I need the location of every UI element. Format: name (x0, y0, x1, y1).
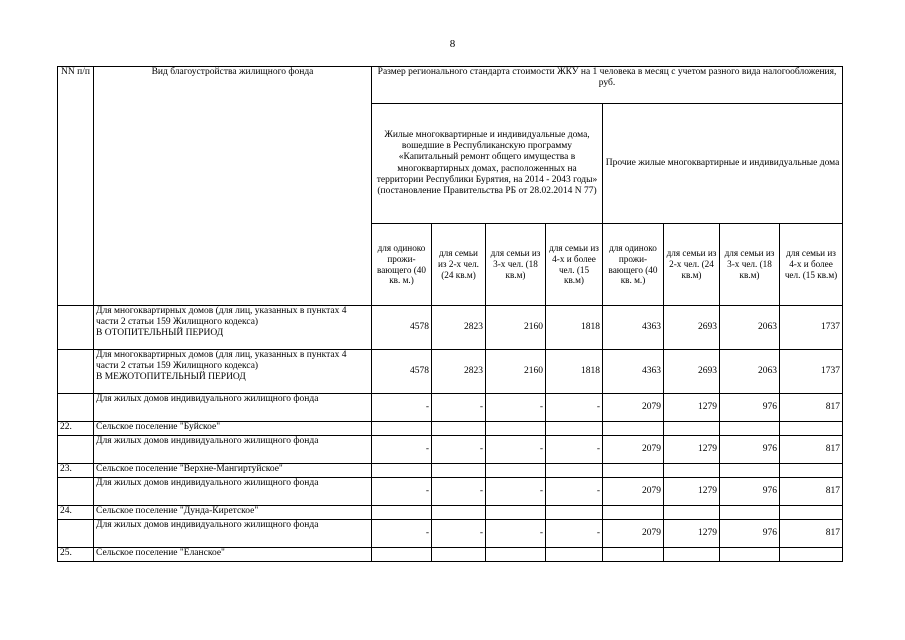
row-value: - (372, 520, 432, 548)
row-description (94, 548, 372, 562)
row-value: 2693 (664, 306, 720, 350)
row-value: 976 (720, 394, 780, 422)
row-value (720, 464, 780, 478)
row-value: 976 (720, 436, 780, 464)
row-value: - (432, 436, 486, 464)
row-description-line: Для жилых домов индивидуального жилищного фонда (96, 436, 319, 446)
row-value: 976 (720, 478, 780, 506)
row-value (780, 506, 843, 520)
row-value (664, 506, 720, 520)
table-row (58, 478, 843, 506)
row-value: 4578 (372, 306, 432, 350)
row-value: - (372, 436, 432, 464)
subheader-b-3: для семьи из 3-х чел. (18 кв.м) (720, 224, 780, 306)
row-value: 2079 (603, 520, 664, 548)
row-value (432, 422, 486, 436)
row-value: 2079 (603, 394, 664, 422)
row-description (94, 306, 372, 350)
table-row (58, 436, 843, 464)
row-description-line: Сельское поселение "Дунда-Киретское" (96, 506, 259, 516)
row-value: - (546, 394, 603, 422)
row-value: 1279 (664, 436, 720, 464)
row-value (603, 422, 664, 436)
row-number (58, 478, 94, 506)
row-value: 2079 (603, 436, 664, 464)
row-value (486, 464, 546, 478)
row-value (720, 422, 780, 436)
row-description (94, 506, 372, 520)
row-description (94, 394, 372, 422)
row-value (664, 422, 720, 436)
row-value (603, 506, 664, 520)
row-value: 2079 (603, 478, 664, 506)
row-value: 817 (780, 436, 843, 464)
row-value: 817 (780, 520, 843, 548)
row-number (58, 350, 94, 394)
row-number: 22. (58, 422, 94, 436)
row-value: - (372, 394, 432, 422)
row-description-line: В ОТОПИТЕЛЬНЫЙ ПЕРИОД (96, 328, 224, 339)
table-row (58, 394, 843, 422)
row-description-line: В МЕЖОТОПИТЕЛЬНЫЙ ПЕРИОД (96, 372, 246, 383)
row-value (486, 422, 546, 436)
row-value (372, 548, 432, 562)
row-description (94, 464, 372, 478)
row-description-line: Сельское поселение "Буйское" (96, 422, 221, 432)
row-value: 1279 (664, 520, 720, 548)
row-value: 1737 (780, 350, 843, 394)
row-value: - (432, 520, 486, 548)
row-value: - (372, 478, 432, 506)
row-value (372, 464, 432, 478)
row-value: 1737 (780, 306, 843, 350)
row-value (432, 548, 486, 562)
row-value: - (546, 520, 603, 548)
row-value (546, 548, 603, 562)
row-description (94, 422, 372, 436)
header-nn: NN п/п (58, 67, 94, 306)
table-row (58, 506, 843, 520)
row-value: - (432, 394, 486, 422)
row-value (720, 548, 780, 562)
header-size: Размер регионального стандарта стоимости ЖКУ на 1 человека в месяц с учетом разного вида налогообложения, руб. (372, 67, 843, 104)
row-value (664, 548, 720, 562)
subheader-b-2: для семьи из 2-х чел. (24 кв.м) (664, 224, 720, 306)
row-value (603, 464, 664, 478)
row-description-line: Для жилых домов индивидуального жилищного фонда (96, 520, 319, 530)
row-value: 4578 (372, 350, 432, 394)
row-number: 23. (58, 464, 94, 478)
row-description-line: Для жилых домов индивидуального жилищного фонда (96, 394, 319, 404)
row-value: 2693 (664, 350, 720, 394)
row-number: 25. (58, 548, 94, 562)
row-value: - (486, 394, 546, 422)
row-value (546, 506, 603, 520)
table-row (58, 350, 843, 394)
row-value: 1279 (664, 478, 720, 506)
row-value: 2160 (486, 350, 546, 394)
row-value: 1818 (546, 306, 603, 350)
row-value: - (546, 436, 603, 464)
table-row (58, 422, 843, 436)
subheader-a-1: для одиноко прожи- вающего (40 кв. м.) (372, 224, 432, 306)
row-value: 2063 (720, 306, 780, 350)
row-description-line: Сельское поселение "Еланское" (96, 548, 225, 558)
row-value (432, 464, 486, 478)
row-value: - (486, 520, 546, 548)
row-value (486, 506, 546, 520)
row-value (372, 422, 432, 436)
header-group-b: Прочие жилые многоквартирные и индивидуальные дома (603, 104, 843, 224)
row-value: - (546, 478, 603, 506)
row-value (486, 548, 546, 562)
row-value (372, 506, 432, 520)
row-value (720, 506, 780, 520)
subheader-a-4: для семьи из 4-х и более чел. (15 кв.м) (546, 224, 603, 306)
row-value: - (432, 478, 486, 506)
row-description-line: Для многоквартирных домов (для лиц, указанных в пунктах 4 части 2 статьи 159 Жилищного кодекса) (96, 350, 347, 372)
row-value (546, 464, 603, 478)
row-value: 2160 (486, 306, 546, 350)
row-description-line: Для жилых домов индивидуального жилищного фонда (96, 478, 319, 488)
row-value (603, 548, 664, 562)
header-vid: Вид благоустройства жилищного фонда (94, 67, 372, 306)
row-value (432, 506, 486, 520)
tariff-table (57, 66, 843, 562)
table-body (58, 306, 843, 562)
row-description (94, 350, 372, 394)
row-description (94, 478, 372, 506)
row-value: 976 (720, 520, 780, 548)
row-value: 1818 (546, 350, 603, 394)
row-number: 24. (58, 506, 94, 520)
row-description-line: Для многоквартирных домов (для лиц, указанных в пунктах 4 части 2 статьи 159 Жилищного кодекса) (96, 306, 347, 328)
table-row (58, 464, 843, 478)
row-value: 817 (780, 478, 843, 506)
row-value: 2823 (432, 350, 486, 394)
row-number (58, 436, 94, 464)
table-row (58, 520, 843, 548)
header-group-a: Жилые многоквартирные и индивидуальные дома, вошедшие в Республиканскую программу «Капитальный ремонт общего имущества в многоквартирных домах, расположенных на территории Республики Бурятия, на 2014 - 2043 годы» (постановление Правительства РБ от 28.02.2014 N 77) (372, 104, 603, 224)
row-value: - (486, 478, 546, 506)
subheader-a-3: для семьи из 3-х чел. (18 кв.м) (486, 224, 546, 306)
row-value: 817 (780, 394, 843, 422)
row-value: 2823 (432, 306, 486, 350)
row-description (94, 436, 372, 464)
row-value (664, 464, 720, 478)
page-number: 8 (449, 38, 456, 50)
row-value: 4363 (603, 306, 664, 350)
subheader-b-1: для одиноко прожи- вающего (40 кв. м.) (603, 224, 664, 306)
row-value: 4363 (603, 350, 664, 394)
row-description (94, 520, 372, 548)
row-value (546, 422, 603, 436)
row-value: 1279 (664, 394, 720, 422)
row-value: - (486, 436, 546, 464)
row-description-line: Сельское поселение "Верхне-Мангиртуйское" (96, 464, 283, 474)
row-number (58, 306, 94, 350)
row-number (58, 520, 94, 548)
row-value (780, 548, 843, 562)
row-number (58, 394, 94, 422)
subheader-a-2: для семьи из 2-х чел. (24 кв.м) (432, 224, 486, 306)
subheader-b-4: для семьи из 4-х и более чел. (15 кв.м) (780, 224, 843, 306)
row-value (780, 422, 843, 436)
table-row (58, 548, 843, 562)
table-row (58, 306, 843, 350)
row-value (780, 464, 843, 478)
row-value: 2063 (720, 350, 780, 394)
